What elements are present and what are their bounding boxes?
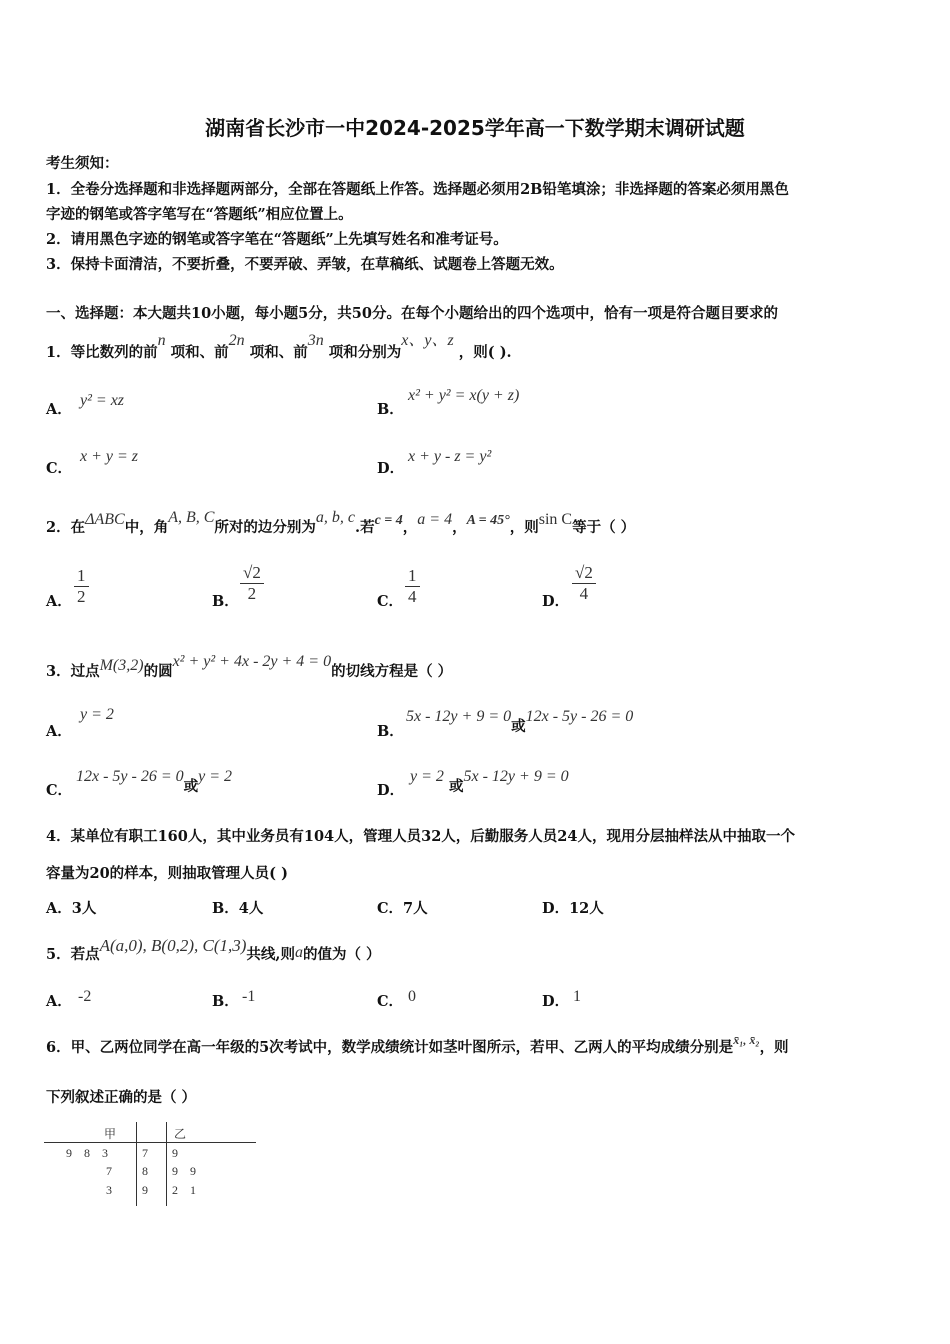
q1-option-b-label[interactable]: B． — [377, 401, 404, 418]
q2-math-angle-a: A = 45° — [466, 513, 510, 528]
q1-number: 1． — [46, 344, 71, 361]
q4-option-a[interactable]: A．3人 — [46, 900, 97, 917]
q5-text: 若点 — [70, 946, 100, 963]
q5-text: 的值为（ ） — [302, 946, 381, 963]
q1-text: 项和分别为 — [328, 344, 402, 361]
q2-math-sides: a, b, c — [315, 509, 356, 526]
q5-option-c[interactable]: 0 — [408, 988, 416, 1005]
stem-leaf-header-left: 甲 — [104, 1127, 117, 1141]
q2-text: 所对的边分别为 — [214, 519, 316, 536]
q1-option-d-label[interactable]: D． — [377, 460, 405, 477]
q1-option-c-label[interactable]: C． — [46, 460, 73, 477]
question-5 — [46, 936, 381, 964]
q3-option-c-or: 或 — [183, 778, 199, 795]
q2-number: 2． — [46, 519, 71, 536]
fraction — [74, 566, 89, 607]
denominator: 2 — [74, 586, 89, 607]
notice-item-1: 1．全卷分选择题和非选择题两部分，全部在答题纸上作答。选择题必须用2B铅笔填涂；非选择题的答案必须用黑色 — [46, 181, 789, 198]
numerator: 1 — [77, 566, 86, 585]
q4-option-b[interactable]: B．4人 — [212, 900, 264, 917]
q5-option-d-label[interactable]: D． — [542, 993, 570, 1010]
q3-text: 的圆 — [143, 663, 173, 680]
q6-text: ，则 — [759, 1039, 789, 1056]
q2-option-c-label[interactable]: C． — [377, 593, 404, 610]
numerator: √2 — [575, 563, 593, 582]
q5-math-points: A(a,0), B(0,2), C(1,3) — [99, 936, 247, 955]
stem-leaf-vline-left — [136, 1122, 137, 1206]
q5-option-c-label[interactable]: C． — [377, 993, 404, 1010]
stem-leaf-right-leaves: 2 1 — [172, 1183, 196, 1197]
q4-text-cont: 容量为20的样本，则抽取管理人员( ) — [46, 865, 288, 882]
q3-math-circle: x² + y² + 4x - 2y + 4 = 0 — [172, 653, 332, 670]
q2-option-b-label[interactable]: B． — [212, 593, 239, 610]
notice-item-1-cont: 字迹的钢笔或答字笔写在“答题纸”相应位置上。 — [46, 206, 353, 223]
q1-text: 项和、前 — [170, 344, 229, 361]
q1-option-b[interactable]: x² + y² = x(y + z) — [408, 387, 520, 404]
q6-text-cont: 下列叙述正确的是（ ） — [46, 1089, 197, 1106]
q5-option-b-label[interactable]: B． — [212, 993, 239, 1010]
q4-option-c[interactable]: C．7人 — [377, 900, 428, 917]
fraction — [572, 563, 596, 604]
q3-option-d-eq2: 5x - 12y + 9 = 0 — [463, 768, 569, 785]
q1-option-c[interactable]: x + y = z — [80, 448, 139, 465]
q2-text: .若 — [355, 519, 375, 536]
q3-option-a-label[interactable]: A． — [46, 723, 72, 740]
q2-text: ， — [402, 519, 418, 536]
q5-option-a[interactable]: -2 — [78, 988, 92, 1005]
q3-option-d-eq1: y = 2 — [410, 768, 444, 785]
stem-leaf-left-leaves: 9 8 3 — [66, 1146, 108, 1160]
notice-item-3: 3．保持卡面清洁，不要折叠，不要弄破、弄皱，在草稿纸、试题卷上答题无效。 — [46, 256, 564, 273]
q2-text: 在 — [70, 519, 86, 536]
q2-math-triangle: ΔABC — [85, 511, 125, 528]
q3-option-c[interactable] — [76, 765, 233, 795]
q1-text: 项和、前 — [249, 344, 308, 361]
fraction — [405, 566, 420, 607]
q3-option-c-label[interactable]: C． — [46, 782, 73, 799]
question-4 — [46, 825, 795, 846]
fraction — [240, 563, 264, 604]
q3-text: 的切线方程是（ ） — [331, 663, 453, 680]
stem-leaf-stem: 8 — [142, 1164, 148, 1178]
q3-option-b-eq2: 12x - 5y - 26 = 0 — [525, 708, 634, 725]
q2-math-a: a = 4 — [417, 511, 453, 528]
q1-text: ，则( ). — [458, 344, 512, 361]
stem-leaf-divider — [44, 1142, 256, 1143]
q2-math-c: c = 4 — [374, 513, 403, 528]
question-6 — [46, 1033, 789, 1057]
q6-number: 6． — [46, 1039, 71, 1056]
q3-number: 3． — [46, 663, 71, 680]
denominator: 2 — [240, 583, 264, 604]
stem-leaf-right-leaves: 9 — [172, 1146, 178, 1160]
q5-option-b[interactable]: -1 — [242, 988, 256, 1005]
stem-leaf-right-leaves: 9 9 — [172, 1164, 196, 1178]
q4-number: 4． — [46, 828, 71, 845]
q3-option-b-or: 或 — [511, 718, 526, 735]
stem-leaf-header-right: 乙 — [174, 1127, 187, 1141]
denominator: 4 — [405, 586, 420, 607]
q1-text: 等比数列的前 — [70, 344, 158, 361]
q1-option-a-label[interactable]: A． — [46, 401, 72, 418]
q1-option-d[interactable]: x + y - z = y² — [408, 448, 492, 465]
question-3 — [46, 653, 453, 681]
q3-option-b[interactable] — [406, 705, 634, 735]
q5-number: 5． — [46, 946, 71, 963]
q3-option-c-eq2: y = 2 — [198, 768, 233, 785]
q3-option-d-or: 或 — [449, 778, 464, 795]
q2-option-a[interactable] — [74, 566, 89, 607]
q1-math-2n: 2n — [228, 332, 245, 349]
question-1 — [46, 332, 512, 362]
denominator: 4 — [572, 583, 596, 604]
section-heading: 一、选择题：本大题共10小题，每小题5分，共50分。在每个小题给出的四个选项中，恰有一项是符合题目要求的 — [46, 305, 778, 322]
numerator: 1 — [408, 566, 417, 585]
q5-math-a: a — [294, 944, 303, 961]
q6-math-means: x̄₁, x̄₂ — [733, 1033, 760, 1047]
q1-math-3n: 3n — [307, 332, 324, 349]
question-2 — [46, 509, 636, 537]
page-title: 湖南省长沙市一中2024-2025学年高一下数学期末调研试题 — [205, 116, 745, 140]
q1-option-a[interactable]: y² = xz — [80, 392, 125, 409]
q3-option-d[interactable] — [410, 765, 569, 795]
numerator: √2 — [243, 563, 261, 582]
q3-math-point: M(3,2) — [99, 657, 144, 674]
q5-text: 共线,则 — [246, 946, 295, 963]
q2-option-a-label[interactable]: A． — [46, 593, 72, 610]
stem-leaf-left-leaves: 7 — [106, 1164, 112, 1178]
q1-math-xyz: x、y、z — [401, 332, 454, 349]
q2-math-angles: A, B, C — [168, 509, 215, 526]
q5-option-d[interactable]: 1 — [573, 988, 581, 1005]
q5-option-a-label[interactable]: A． — [46, 993, 72, 1010]
q2-option-b[interactable] — [240, 563, 264, 604]
q4-text: 某单位有职工160人，其中业务员有104人，管理人员32人，后勤服务人员24人，现用分层抽样法从中抽取一个 — [70, 828, 795, 845]
q3-option-b-label[interactable]: B． — [377, 723, 404, 740]
q3-option-c-eq1: 12x - 5y - 26 = 0 — [76, 768, 184, 785]
stem-leaf-stem: 7 — [142, 1146, 148, 1160]
q3-option-a[interactable]: y = 2 — [80, 706, 114, 723]
q6-text: 甲、乙两位同学在高一年级的5次考试中，数学成绩统计如茎叶图所示，若甲、乙两人的平均成绩分别是 — [70, 1039, 734, 1056]
q1-math-n: n — [157, 332, 166, 349]
notice-heading: 考生须知： — [46, 155, 119, 172]
q2-option-c[interactable] — [405, 566, 420, 607]
stem-leaf-vline-right — [166, 1122, 167, 1206]
q2-text: ， — [452, 519, 467, 536]
q4-option-d[interactable]: D．12人 — [542, 900, 604, 917]
q2-text: 等于（ ） — [572, 519, 636, 536]
q3-option-b-eq1: 5x - 12y + 9 = 0 — [406, 708, 512, 725]
q2-option-d[interactable] — [572, 563, 596, 604]
q3-option-d-label[interactable]: D． — [377, 782, 405, 799]
q2-option-d-label[interactable]: D． — [542, 593, 570, 610]
stem-leaf-left-leaves: 3 — [106, 1183, 112, 1197]
notice-item-2: 2．请用黑色字迹的钢笔或答字笔在“答题纸”上先填写姓名和准考证号。 — [46, 231, 508, 248]
q2-text: ，则 — [509, 519, 539, 536]
q2-text: 中，角 — [124, 519, 169, 536]
q3-text: 过点 — [70, 663, 100, 680]
q2-math-sinc: sin C — [538, 511, 573, 528]
stem-leaf-stem: 9 — [142, 1183, 148, 1197]
stem-leaf-plot — [44, 1122, 256, 1206]
